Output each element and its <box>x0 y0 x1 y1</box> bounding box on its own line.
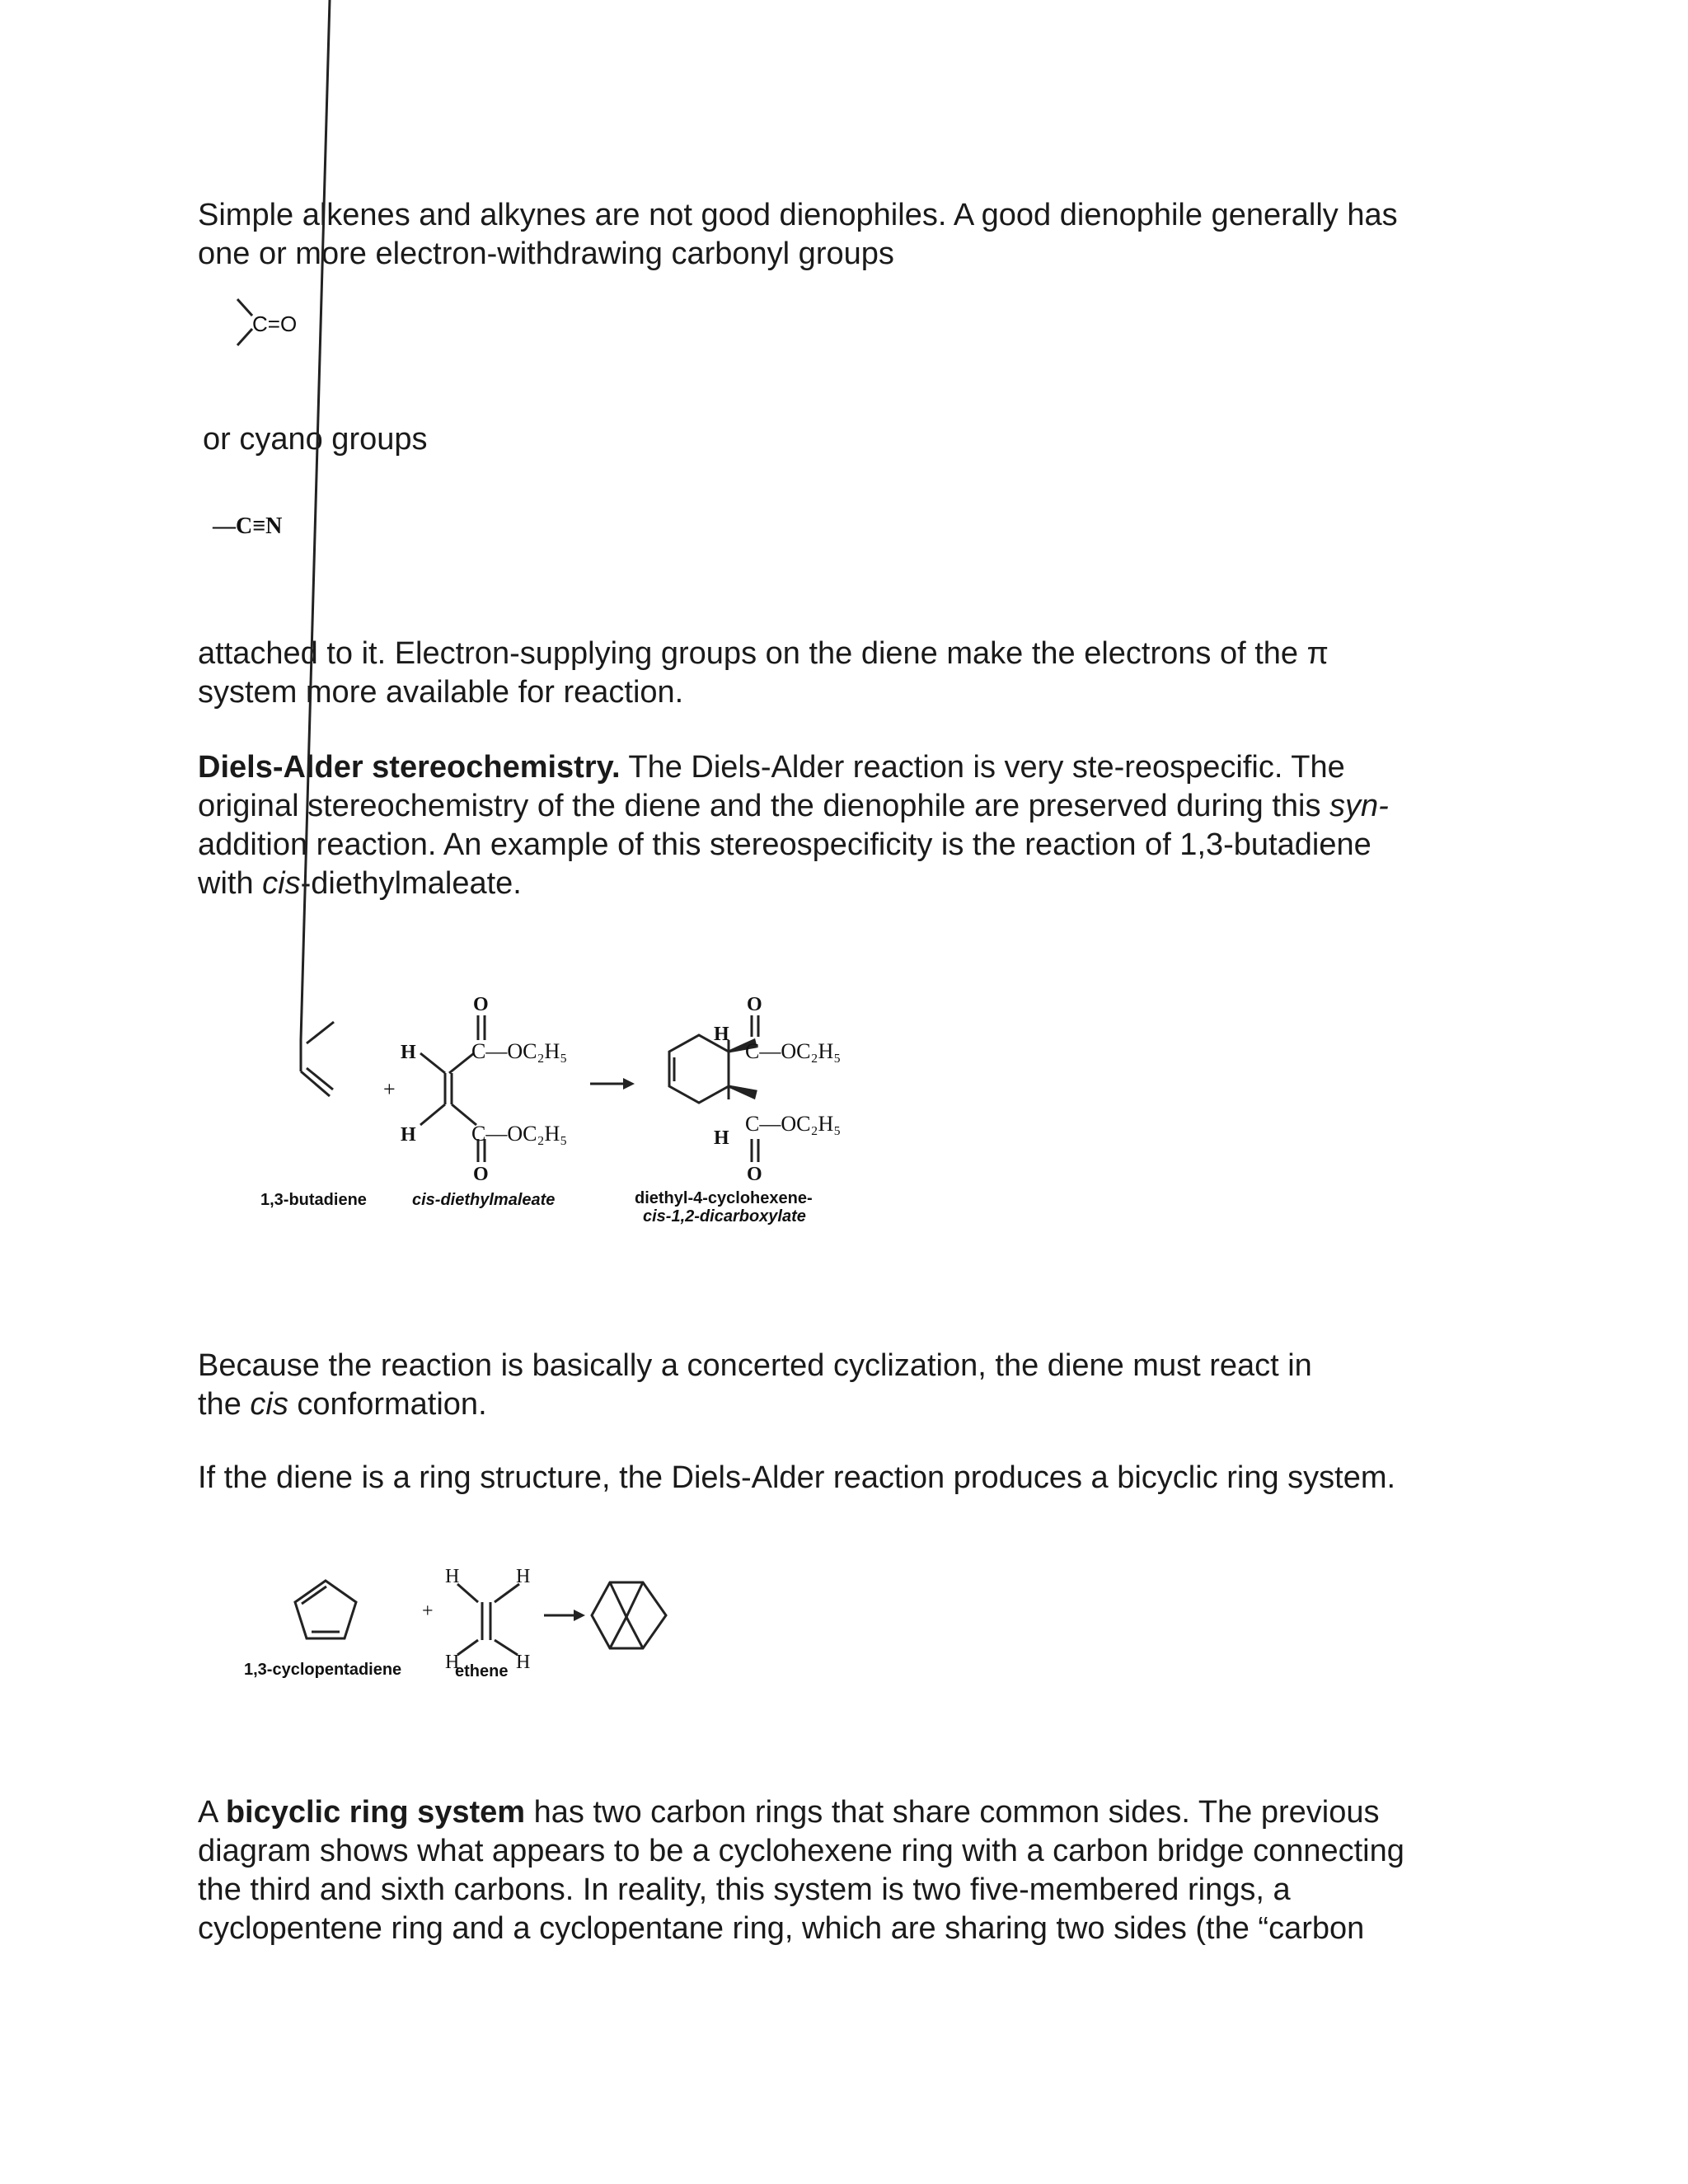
oxygen-label: O <box>473 994 489 1015</box>
hydrogen-label: H <box>714 1024 729 1045</box>
reaction-arrow <box>544 1610 585 1621</box>
text-line: the third and sixth carbons. In reality, this system is two five-membered rings, a <box>198 1872 1291 1907</box>
ester-group-label: C—OC₂H₅ <box>471 1122 568 1146</box>
italic-term: cis <box>250 1387 288 1422</box>
hydrogen-label: H <box>401 1124 416 1146</box>
text-line: the <box>198 1387 251 1422</box>
ester-group-label: C—OC₂H₅ <box>471 1039 568 1063</box>
caption-cyclopentadiene: 1,3-cyclopentadiene <box>244 1661 402 1679</box>
hydrogen-label: H <box>516 1652 531 1673</box>
caption-product: cis-1,2-dicarboxylate <box>643 1207 806 1226</box>
carbonyl-formula: C=O <box>252 312 298 336</box>
caption-ethene: ethene <box>455 1662 509 1680</box>
hydrogen-label: H <box>516 1566 531 1587</box>
text-line: A <box>198 1795 226 1830</box>
cyano-formula: —C≡N <box>213 513 283 539</box>
ester-group-label: C—OC₂H₅ <box>745 1039 842 1063</box>
plus-sign: + <box>422 1601 434 1622</box>
ethene-structure <box>457 1584 519 1655</box>
oxygen-label: O <box>747 1164 762 1185</box>
text-line: addition reaction. An example of this stereospecificity is the reaction of 1,3-butadiene <box>198 827 1372 862</box>
text-line: cyclopentene ring and a cyclopentane ring, which are sharing two sides (the “carbon <box>198 1911 1365 1946</box>
text-line: has two carbon rings that share common sides. The previous <box>525 1795 1380 1830</box>
text-line: or cyano groups <box>203 422 428 457</box>
hydrogen-label: H <box>445 1566 460 1587</box>
italic-term: cis <box>262 866 301 901</box>
text-line: -diethylmaleate. <box>300 866 522 901</box>
text-line: system more available for reaction. <box>198 675 684 710</box>
text-line: attached to it. Electron-supplying groups on the diene make the electrons of the π <box>198 636 1329 671</box>
norbornene-product-structure <box>592 1582 666 1648</box>
text-line: If the diene is a ring structure, the Diels-Alder reaction produces a bicyclic ring system. <box>198 1460 1396 1495</box>
cyclopentadiene-structure <box>295 1581 356 1638</box>
italic-term: syn- <box>1329 789 1389 823</box>
text-line: diagram shows what appears to be a cyclohexene ring with a carbon bridge connecting <box>198 1834 1404 1868</box>
text-line: Because the reaction is basically a concerted cyclization, the diene must react in <box>198 1348 1312 1383</box>
plus-sign: + <box>383 1077 396 1101</box>
text-line: The Diels-Alder reaction is very ste-reospecific. The <box>620 750 1345 785</box>
hydrogen-label: H <box>401 1042 416 1063</box>
oxygen-label: O <box>473 1164 489 1185</box>
hydrogen-label: H <box>714 1127 729 1149</box>
ester-group-label: C—OC₂H₅ <box>745 1112 842 1136</box>
paragraph-bicyclic-ring-system <box>198 1793 1484 1948</box>
hydrogen-label: H <box>445 1652 460 1673</box>
text-line: conformation. <box>288 1387 487 1422</box>
text-line: Simple alkenes and alkynes are not good dienophiles. A good dienophile generally has <box>198 198 1398 232</box>
caption-product: diethyl-4-cyclohexene- <box>635 1189 813 1207</box>
caption-butadiene: 1,3-butadiene <box>260 1191 367 1209</box>
oxygen-label: O <box>747 994 762 1015</box>
text-line: one or more electron-withdrawing carbonyl groups <box>198 237 894 271</box>
text-line: with <box>198 866 263 901</box>
caption-maleate: cis-diethylmaleate <box>412 1191 556 1209</box>
bold-term: bicyclic ring system <box>225 1795 526 1830</box>
text-line: original stereochemistry of the diene and the dienophile are preserved during this <box>198 789 1330 823</box>
section-heading: Diels-Alder stereochemistry. <box>198 750 621 785</box>
